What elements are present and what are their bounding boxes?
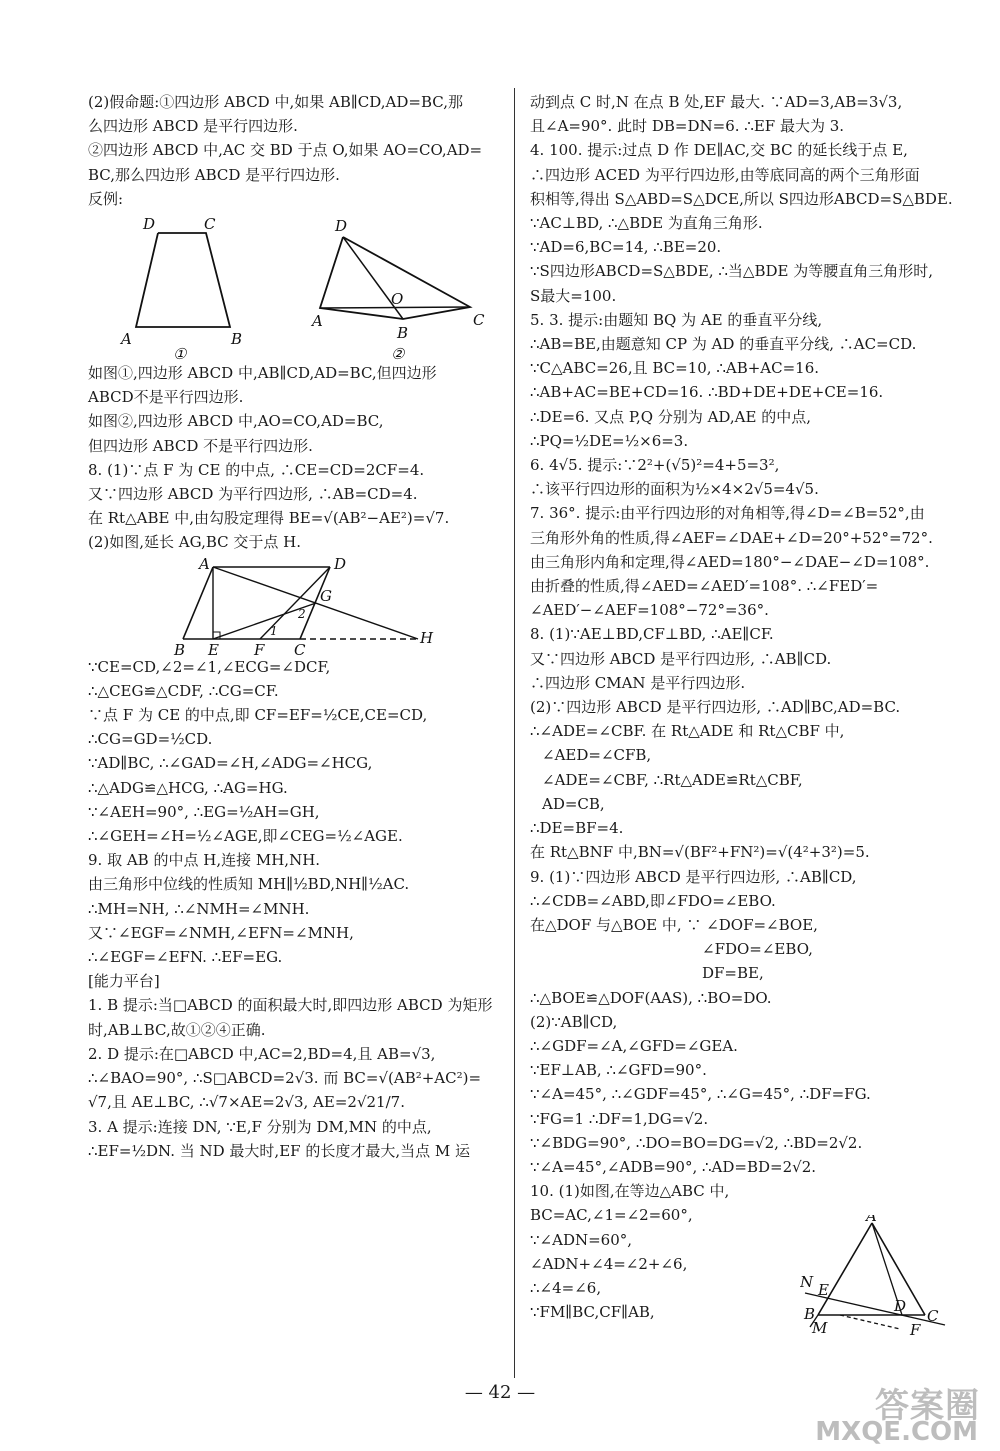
text-line: ∴∠GDF=∠A,∠GFD=∠GEA.: [530, 1036, 738, 1055]
fig10-label-C: C: [927, 1307, 939, 1325]
fig2-label-D: D: [335, 217, 348, 236]
text-line: ∴∠CDB=∠ABD,即∠FDO=∠EBO.: [530, 891, 776, 910]
text-line: 在 Rt△ABE 中,由勾股定理得 BE=√(AB²−AE²)=√7.: [88, 509, 450, 528]
text-line: 么四边形 ABCD 是平行四边形.: [88, 117, 298, 136]
left-bottom-text: [88, 655, 506, 1163]
text-line: ∴∠4=∠6,: [530, 1278, 602, 1297]
text-line: 又∵四边形 ABCD 是平行四边形, ∴AB∥CD.: [530, 649, 832, 668]
fig1-label-B: B: [231, 330, 243, 349]
text-line: 动到点 C 时,N 在点 B 处,EF 最大. ∵AD=3,AB=3√3,: [530, 93, 903, 111]
text-line: 在 Rt△BNF 中,BN=√(BF²+FN²)=√(4²+3²)=5.: [530, 843, 870, 862]
text-line: ∵S四边形ABCD=S△BDE, ∴当△BDE 为等腰直角三角形时,: [530, 262, 933, 281]
text-line: 又∵四边形 ABCD 为平行四边形, ∴AB=CD=4.: [88, 485, 418, 504]
text-line: 在△DOF 与△BOE 中, ∵ ∠DOF=∠BOE,: [530, 915, 818, 934]
fig10-label-E: E: [818, 1281, 829, 1299]
text-line: (2)假命题:①四边形 ABCD 中,如果 AB∥CD,AD=BC,那: [88, 93, 463, 111]
text-line: 由折叠的性质,得∠AED=∠AED′=108°. ∴∠FED′=: [530, 577, 879, 596]
text-line: ∵∠AEH=90°, ∴EG=½AH=GH,: [88, 802, 320, 821]
brace-line: ∠ADE=∠CBF, ∴Rt△ADE≌Rt△CBF,: [542, 770, 803, 789]
text-line: 6. 4√5. 提示:∵2²+(√5)²=4+5=3²,: [530, 456, 780, 475]
text-line: ∵AC⊥BD, ∴△BDE 为直角三角形.: [530, 214, 763, 233]
left-top-text: [88, 90, 506, 211]
text-line: 且∠A=90°. 此时 DB=DN=6. ∴EF 最大为 3.: [530, 117, 845, 136]
text-line: ∴AB+AC=BE+CD=16. ∴BD+DE+DE+CE=16.: [530, 383, 884, 402]
text-line: ∵点 F 为 CE 的中点,即 CF=EF=½CE,CE=CD,: [88, 706, 428, 725]
text-line: ∴∠ADE=∠CBF. 在 Rt△ADE 和 Rt△CBF 中,: [530, 722, 845, 741]
text-line: ∵AD=6,BC=14, ∴BE=20.: [530, 238, 722, 257]
text-line: ∠AED′−∠AEF=108°−72°=36°.: [530, 601, 769, 620]
text-line: 4. 100. 提示:过点 D 作 DE∥AC,交 BC 的延长线于点 E,: [530, 141, 908, 160]
text-line: 8. (1)∵AE⊥BD,CF⊥BD, ∴AE∥CF.: [530, 625, 774, 644]
fig10-label-B: B: [804, 1305, 816, 1323]
fig2-label-A: A: [312, 312, 323, 331]
text-line: ∵∠ADN=60°,: [530, 1230, 633, 1249]
fig1-number: ①: [173, 345, 187, 362]
text-line: ABCD不是平行四边形.: [88, 388, 244, 407]
text-line: ∵∠A=45°, ∴∠GDF=45°, ∴∠G=45°, ∴DF=FG.: [530, 1085, 871, 1104]
text-line: 由三角形内角和定理,得∠AED=180°−∠DAE−∠D=108°.: [530, 552, 930, 571]
text-line: ∴△ADG≌△HCG, ∴AG=HG.: [88, 778, 288, 797]
fig2-number: ②: [391, 345, 405, 362]
text-line: 1. B 提示:当□ABCD 的面积最大时,即四边形 ABCD 为矩形: [88, 996, 493, 1015]
fig1-label-A: A: [121, 330, 132, 349]
text-line: 10. (1)如图,在等边△ABC 中,: [530, 1182, 730, 1201]
text-line: 如图②,四边形 ABCD 中,AO=CO,AD=BC,: [88, 412, 384, 431]
text-line: ∴四边形 CMAN 是平行四边形.: [530, 673, 746, 692]
fig1-label-C: C: [204, 215, 216, 234]
equilateral-triangle-figure: [800, 1215, 960, 1335]
text-line: ∴△BOE≌△DOF(AAS), ∴BO=DO.: [530, 988, 772, 1007]
text-line: ∴△CEG≌△CDF, ∴CG=CF.: [88, 681, 279, 700]
text-line: BC,那么四边形 ABCD 是平行四边形.: [88, 165, 340, 184]
text-line: ∵FG=1 ∴DF=1,DG=√2.: [530, 1109, 709, 1128]
text-line: 时,AB⊥BC,故①②④正确.: [88, 1020, 266, 1039]
text-line: ∵AD∥BC, ∴∠GAD=∠H,∠ADG=∠HCG,: [88, 754, 373, 773]
text-line: 反例:: [88, 189, 124, 208]
text-line: 9. 取 AB 的中点 H,连接 MH,NH.: [88, 851, 321, 870]
text-line: BC=AC,∠1=∠2=60°,: [530, 1206, 693, 1225]
fig8-label-E: E: [208, 640, 219, 655]
column-divider: [514, 88, 515, 1378]
text-line: ∴四边形 ACED 为平行四边形,由等底同高的两个三角形面: [530, 165, 920, 184]
text-line: 2. D 提示:在□ABCD 中,AC=2,BD=4,且 AB=√3,: [88, 1044, 436, 1063]
fig1-label-D: D: [143, 215, 156, 234]
text-line: ∴MH=NH, ∴∠NMH=∠MNH.: [88, 899, 310, 918]
figure-1: [119, 215, 242, 361]
left-column: [88, 90, 506, 1163]
brace-line: DF=BE,: [702, 964, 764, 983]
fig2-label-B: B: [397, 324, 409, 343]
text-line: ∵∠BDG=90°, ∴DO=BO=DG=√2, ∴BD=2√2.: [530, 1133, 863, 1152]
brace-line: ∠FDO=∠EBO,: [702, 940, 813, 959]
left-mid-text: [88, 361, 506, 555]
text-line: 但四边形 ABCD 不是平行四边形.: [88, 436, 313, 455]
text-line: ②四边形 ABCD 中,AC 交 BD 于点 O,如果 AO=CO,AD=: [88, 141, 483, 160]
watermark-url: MXQE.COM: [815, 1417, 978, 1447]
fig8-label-A: A: [199, 554, 210, 573]
text-line: ∵FM∥BC,CF∥AB,: [530, 1303, 655, 1322]
text-line: ∵CE=CD,∠2=∠1,∠ECG=∠DCF,: [88, 657, 331, 676]
text-line: 如图①,四边形 ABCD 中,AB∥CD,AD=BC,但四边形: [88, 364, 437, 383]
figure-2: [310, 217, 485, 361]
brace-line: ∠AED=∠CFB,: [542, 746, 652, 765]
text-line: 又∵∠EGF=∠NMH,∠EFN=∠MNH,: [88, 923, 354, 942]
counterexample-figures: [88, 211, 506, 361]
fig10-label-D: D: [894, 1297, 907, 1315]
text-line: ∴EF=½DN. 当 ND 最大时,EF 的长度才最大,当点 M 运: [88, 1141, 470, 1160]
text-line: S最大=100.: [530, 286, 617, 305]
fig8-angle-1: 1: [270, 623, 278, 638]
text-line: 8. (1)∵点 F 为 CE 的中点, ∴CE=CD=2CF=4.: [88, 460, 425, 479]
parallelogram-figure: [88, 555, 448, 655]
fig2-label-C: C: [473, 311, 485, 330]
fig8-label-C: C: [294, 640, 306, 655]
text-line: ∴∠BAO=90°, ∴S□ABCD=2√3. 而 BC=√(AB²+AC²)=: [88, 1069, 482, 1088]
fig2-label-O: O: [391, 290, 404, 309]
text-line: 7. 36°. 提示:由平行四边形的对角相等,得∠D=∠B=52°,由: [530, 504, 925, 523]
text-line: ∴DE=BF=4.: [530, 819, 624, 838]
text-line: √7,且 AE⊥BC, ∴√7×AE=2√3, AE=2√21/7.: [88, 1093, 405, 1112]
page-number: — 42 —: [464, 1382, 536, 1403]
fig10-label-M: M: [812, 1319, 828, 1335]
text-line: 9. (1)∵四边形 ABCD 是平行四边形, ∴AB∥CD,: [530, 867, 857, 886]
text-line: ∵EF⊥AB, ∴∠GFD=90°.: [530, 1061, 707, 1080]
fig10-label-A: A: [866, 1215, 877, 1225]
watermark-logo: 答案圈: [875, 1386, 980, 1426]
fig8-angle-2: 2: [298, 606, 306, 621]
text-line: ∴PQ=½DE=½×6=3.: [530, 431, 689, 450]
text-line: ∴AB=BE,由题意知 CP 为 AD 的垂直平分线, ∴AC=CD.: [530, 335, 917, 354]
text-line: ∴∠EGF=∠EFN. ∴EF=EG.: [88, 948, 283, 967]
text-line: 5. 3. 提示:由题知 BQ 为 AE 的垂直平分线,: [530, 310, 823, 329]
fig8-label-H: H: [420, 628, 434, 647]
text-line: ∵C△ABC=26,且 BC=10, ∴AB+AC=16.: [530, 359, 820, 378]
text-line: ∴DE=6. 又点 P,Q 分别为 AD,AE 的中点,: [530, 407, 812, 426]
figure-trapezoid-and-quad: [88, 211, 508, 361]
text-line: 积相等,得出 S△ABD=S△DCE,所以 S四边形ABCD=S△BDE.: [530, 189, 953, 208]
fig8-label-B: B: [174, 640, 186, 655]
text-line: ∠ADN+∠4=∠2+∠6,: [530, 1254, 688, 1273]
text-line: ∴该平行四边形的面积为½×4×2√5=4√5.: [530, 480, 819, 499]
fig8-label-D: D: [334, 554, 347, 573]
fig8-label-F: F: [254, 640, 265, 655]
fig8-label-G: G: [320, 586, 332, 605]
figure-problem-8: [88, 555, 506, 655]
text-line: ∴CG=GD=½CD.: [88, 730, 213, 749]
fig10-label-F: F: [910, 1321, 921, 1335]
text-line: 三角形外角的性质,得∠AEF=∠DAE+∠D=20°+52°=72°.: [530, 528, 933, 547]
section-heading: [能力平台]: [88, 972, 160, 991]
right-column: [530, 90, 953, 1324]
text-line: 由三角形中位线的性质知 MH∥½BD,NH∥½AC.: [88, 875, 410, 894]
text-line: (2)如图,延长 AG,BC 交于点 H.: [88, 533, 301, 552]
brace-line: AD=CB,: [542, 794, 605, 813]
text-line: (2)∵AB∥CD,: [530, 1012, 618, 1031]
fig10-label-N: N: [800, 1273, 814, 1291]
text-line: 3. A 提示:连接 DN, ∵E,F 分别为 DM,MN 的中点,: [88, 1117, 432, 1136]
text-line: ∴∠GEH=∠H=½∠AGE,即∠CEG=½∠AGE.: [88, 827, 403, 846]
figure-problem-10: [800, 1215, 960, 1339]
text-line: ∵∠A=45°,∠ADB=90°, ∴AD=BD=2√2.: [530, 1157, 817, 1176]
text-line: (2)∵四边形 ABCD 是平行四边形, ∴AD∥BC,AD=BC.: [530, 698, 901, 717]
